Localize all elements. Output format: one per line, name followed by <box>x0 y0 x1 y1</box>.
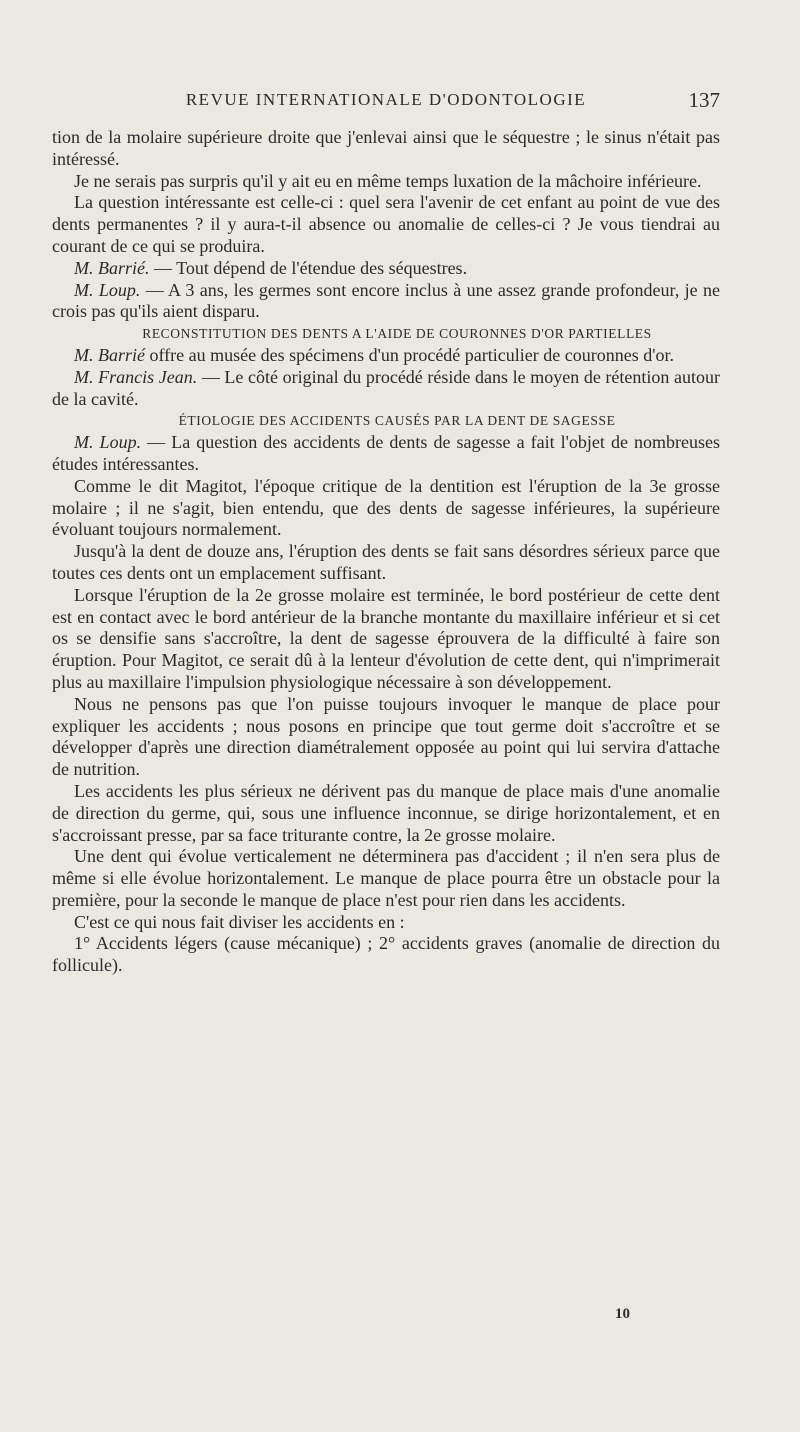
paragraph: La question intéressante est celle-ci : quel sera l'avenir de cet enfant au point de vue des dents permanentes ? il y aura-t-il absence ou anomalie de celles-ci ? Je vous tiendrai au courant de ce qui se produira. <box>52 192 720 256</box>
running-head: REVUE INTERNATIONALE D'ODONTOLOGIE <box>185 90 587 109</box>
page-header <box>52 88 720 118</box>
paragraph <box>52 280 720 324</box>
speaker-name: M. Barrié. <box>74 257 150 278</box>
speech-text: offre au musée des spécimens d'un procédé particulier de couronnes d'or. <box>145 344 674 365</box>
section-heading: RECONSTITUTION DES DENTS A L'AIDE DE COURONNES D'OR PARTIELLES <box>142 326 652 342</box>
paragraph: 1° Accidents légers (cause mécanique) ; 2° accidents graves (anomalie de direction du follicule). <box>52 933 720 976</box>
paragraph <box>52 258 720 280</box>
paragraph: C'est ce qui nous fait diviser les accidents en : <box>74 911 405 932</box>
speaker-name: M. Francis Jean. <box>74 366 198 387</box>
paragraph: tion de la molaire supérieure droite que j'enlevai ainsi que le séquestre ; le sinus n'était pas intéressé. <box>52 127 720 169</box>
paragraph: Je ne serais pas surpris qu'il y ait eu en même temps luxation de la mâchoire inférieure. <box>74 170 702 191</box>
speaker-name: M. Loup. <box>74 279 141 300</box>
paragraph: Les accidents les plus sérieux ne dérivent pas du manque de place mais d'une anomalie de direction du germe, qui, sous une influence inconnue, se dirige horizontalement, et en s'accroissant presse, par sa face triturante contre, la 2e grosse molaire. <box>52 780 720 845</box>
speech-text: — A 3 ans, les germes sont encore inclus à une assez grande profondeur, je ne crois pas qu'ils aient disparu. <box>52 279 720 322</box>
speaker-name: M. Loup. <box>74 432 142 453</box>
speaker-name: M. Barrié <box>74 344 145 365</box>
signature-mark: 10 <box>615 1306 630 1322</box>
speech-text: — Le côté original du procédé réside dans le moyen de rétention autour de la cavité. <box>52 366 720 409</box>
speech-text: — La question des accidents de dents de sagesse a fait l'objet de nombreuses études intéressantes. <box>52 432 721 474</box>
article-body <box>52 127 720 977</box>
paragraph <box>52 345 720 367</box>
page-number: 137 <box>688 88 720 112</box>
paragraph <box>52 367 720 411</box>
paragraph <box>52 432 720 476</box>
speech-text: — Tout dépend de l'étendue des séquestres. <box>149 257 468 278</box>
paragraph: Jusqu'à la dent de douze ans, l'éruption des dents se fait sans désordres sérieux parce que toutes ces dents ont un emplacement suffisant. <box>52 541 720 583</box>
paragraph: Lorsque l'éruption de la 2e grosse molaire est terminée, le bord postérieur de cette dent est en contact avec le bord antérieur de la branche montante du maxillaire inférieur et si cet os se densifie sans s'accroître, la dent de sagesse éprouvera de la difficulté à faire son éruption. Pour Magitot, ce serait dû à la lenteur d'évolution de cette dent, qui n'imprimerait plus au maxillaire l'impulsion physiologique nécessaire à son développement. <box>52 584 720 692</box>
paragraph: Comme le dit Magitot, l'époque critique de la dentition est l'éruption de la 3e grosse molaire ; il ne s'agit, bien entendu, que des dents de sagesse inférieures, la supérieure évoluant toujours normalement. <box>52 475 720 540</box>
section-heading: ÉTIOLOGIE DES ACCIDENTS CAUSÉS PAR LA DENT DE SAGESSE <box>178 413 616 429</box>
paragraph: Une dent qui évolue verticalement ne déterminera pas d'accident ; il n'en sera plus de même si elle évolue horizontalement. Le manque de place pourra être un obstacle pour la première, pour la seconde le manque de place n'est pour rien dans les accidents. <box>52 846 720 910</box>
paragraph: Nous ne pensons pas que l'on puisse toujours invoquer le manque de place pour expliquer les accidents ; nous posons en principe que tout germe doit s'accroître et se développer d'après une direction diamétralement opposée au point qui lui servira d'attache de nutrition. <box>52 693 720 780</box>
